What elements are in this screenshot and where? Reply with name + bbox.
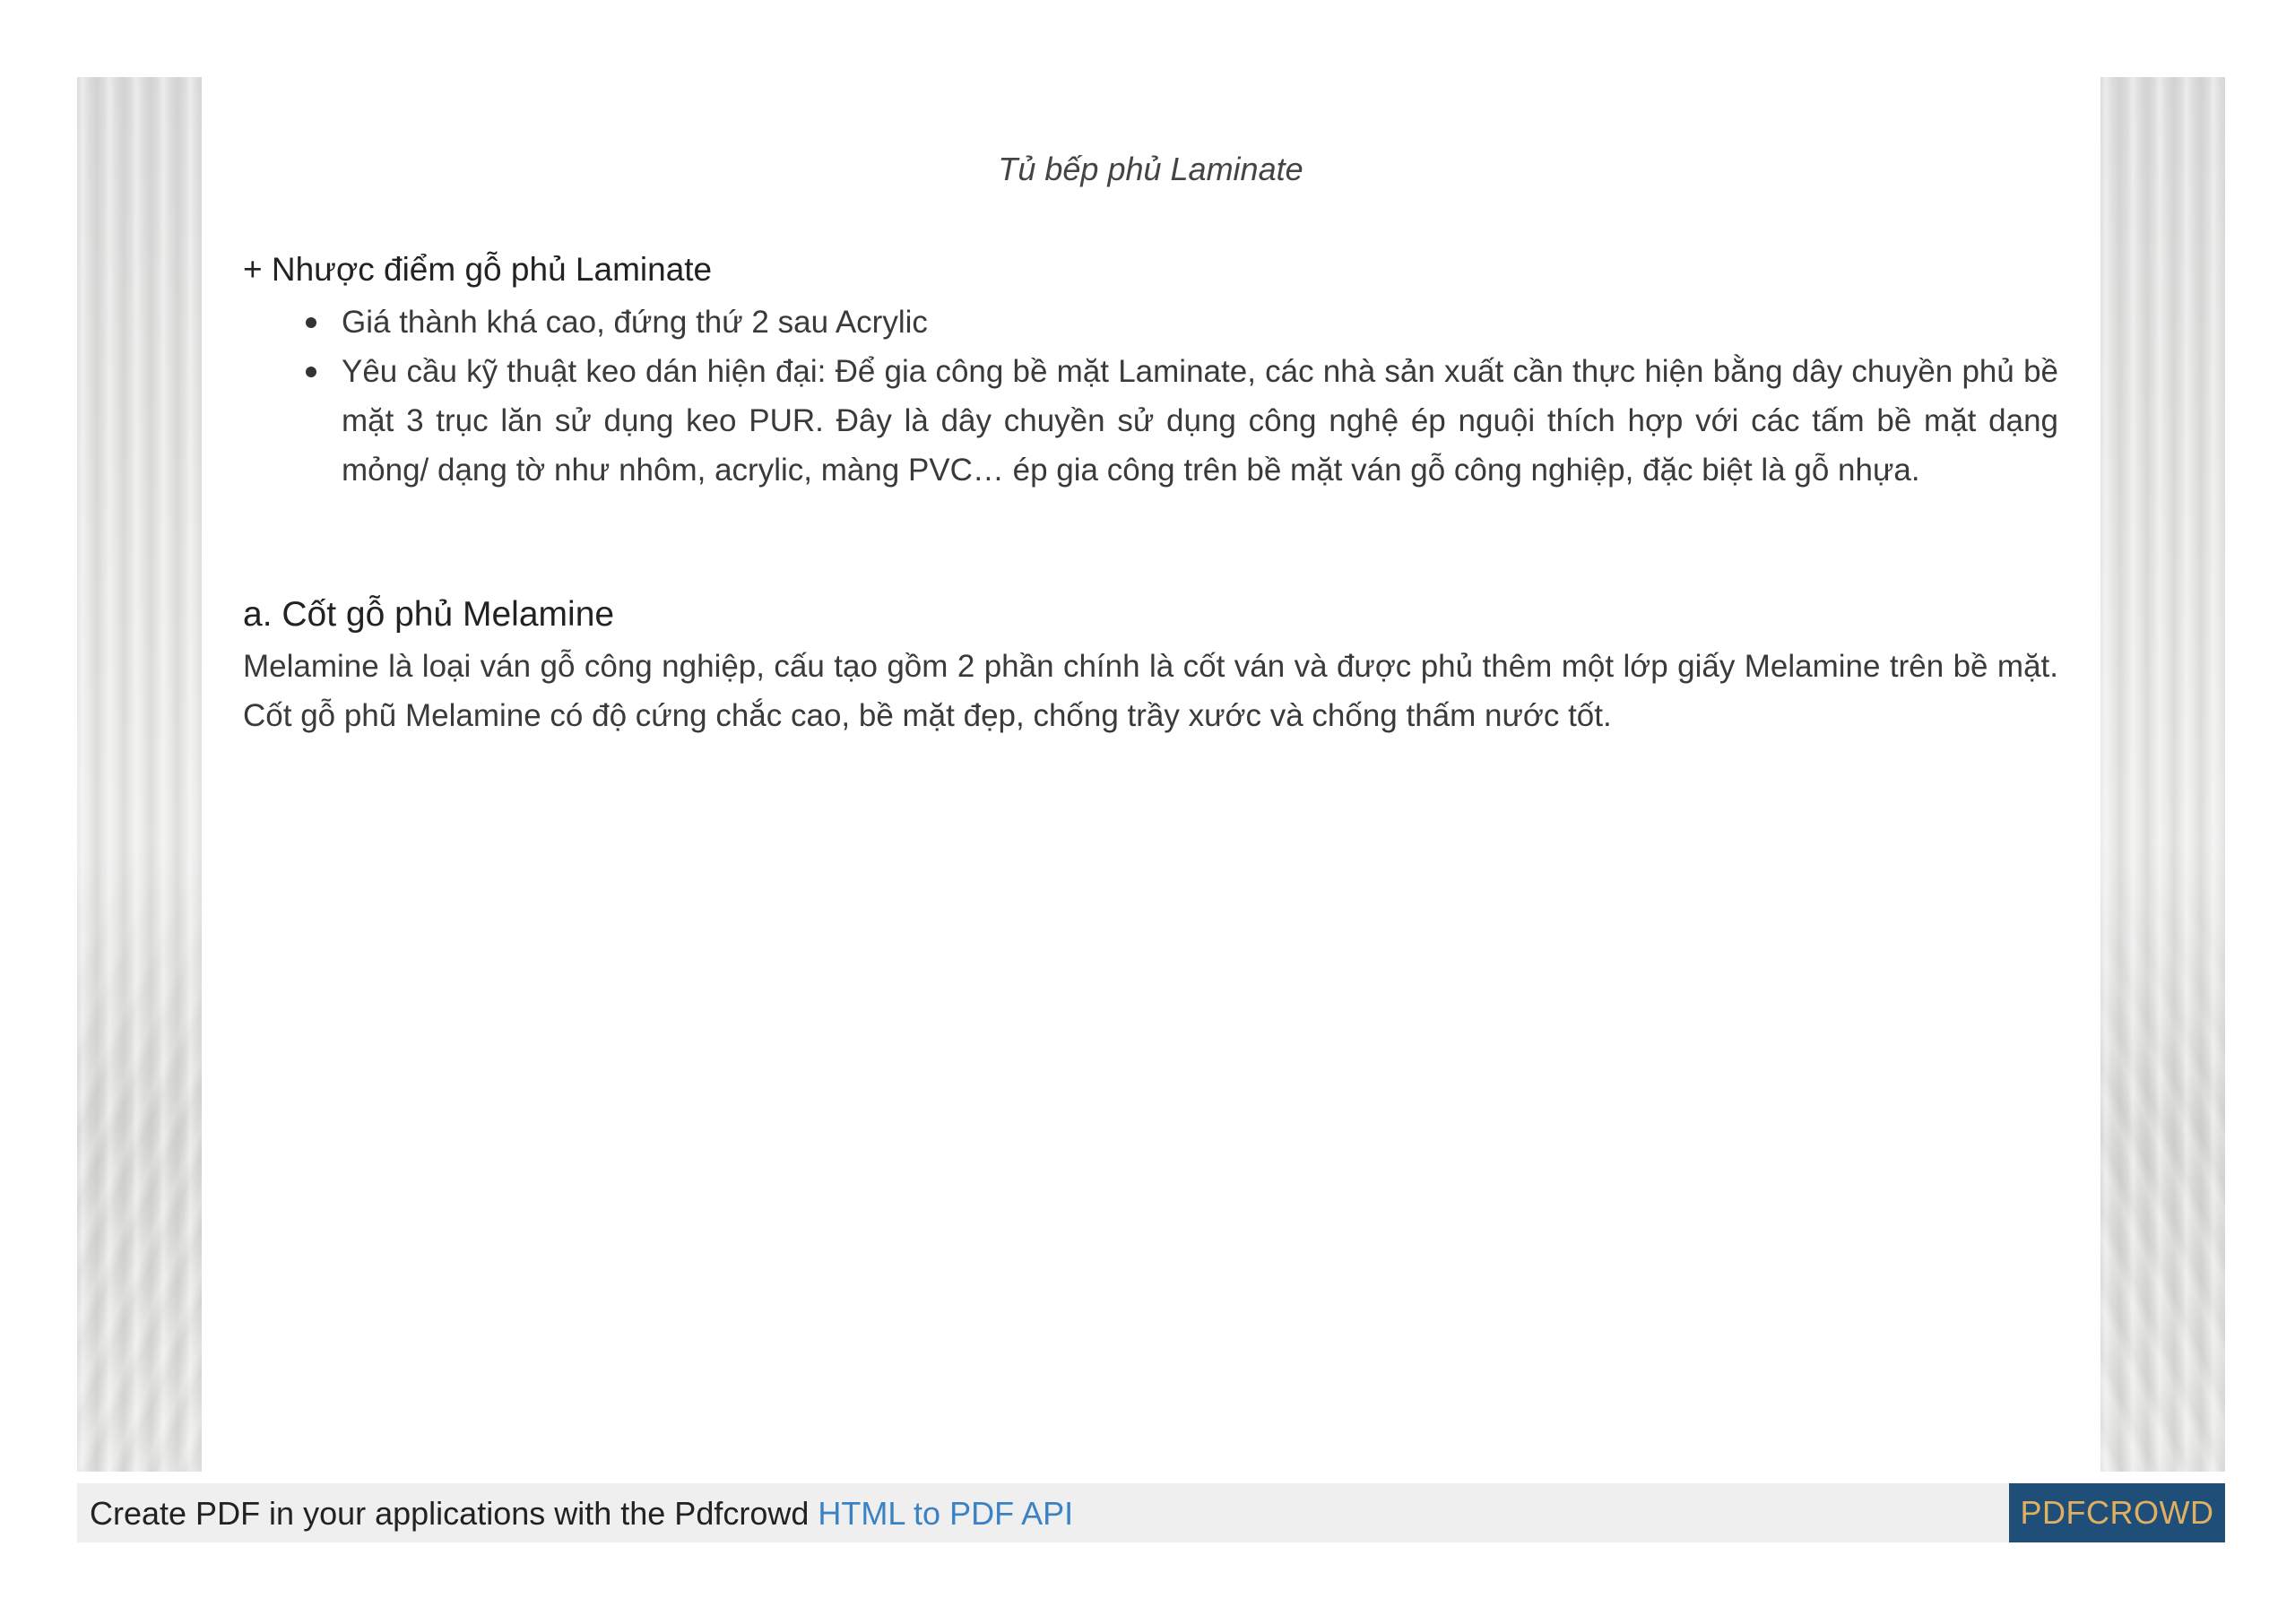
list-item-text: Yêu cầu kỹ thuật keo dán hiện đại: Để gia công bề mặt Laminate, các nhà sản xuất cần thực hiện bằng dây chuyền phủ bề mặt 3 trục lăn sử dụng keo PUR. Đây là dây chuyền sử dụng công nghệ ép nguội thích hợp với các tấm bề mặt dạng mỏng/ dạng tờ như nhôm, acrylic, màng PVC… ép gia công trên bề mặt ván gỗ công nghiệp, đặc biệt là gỗ nhựa. bbox=[342, 354, 2058, 488]
footer-text bbox=[90, 1495, 1073, 1533]
bullet-icon bbox=[306, 317, 316, 328]
list-item-text: Giá thành khá cao, đứng thứ 2 sau Acrylic bbox=[342, 305, 928, 340]
footer-message: Create PDF in your applications with the Pdfcrowd bbox=[90, 1495, 818, 1532]
pdfcrowd-badge-button[interactable]: PDFCROWD bbox=[2009, 1483, 2225, 1542]
image-caption: Tủ bếp phủ Laminate bbox=[998, 151, 1303, 187]
disadvantages-heading: + Nhược điểm gỗ phủ Laminate bbox=[243, 251, 713, 288]
html-to-pdf-api-link[interactable]: HTML to PDF API bbox=[818, 1495, 1074, 1532]
left-decorative-border bbox=[77, 77, 202, 1472]
melamine-heading: a. Cốt gỗ phủ Melamine bbox=[243, 595, 615, 634]
list-item bbox=[243, 347, 2058, 495]
disadvantages-list bbox=[243, 298, 2058, 495]
bullet-icon bbox=[306, 367, 316, 377]
document-page bbox=[77, 77, 2225, 1472]
melamine-paragraph: Melamine là loại ván gỗ công nghiệp, cấu tạo gồm 2 phần chính là cốt ván và được phủ thêm một lớp giấy Melamine trên bề mặt. Cốt gỗ phũ Melamine có độ cứng chắc cao, bề mặt đẹp, chống trầy xước và chống thấm nước tốt. bbox=[243, 649, 2058, 733]
right-decorative-border bbox=[2100, 77, 2225, 1472]
list-item bbox=[243, 298, 2058, 347]
pdfcrowd-footer bbox=[77, 1483, 2225, 1542]
